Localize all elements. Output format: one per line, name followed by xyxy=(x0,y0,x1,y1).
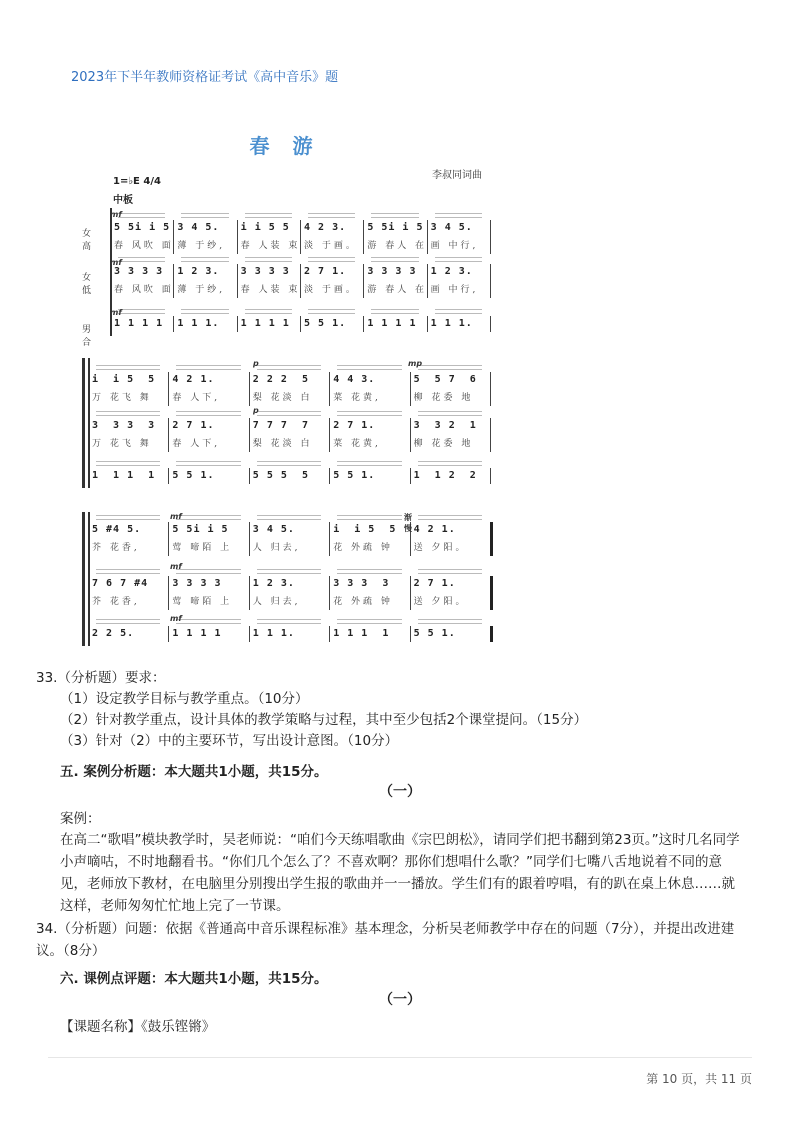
dynamic-4: p xyxy=(253,406,259,415)
hairpin-0-2-1 xyxy=(181,309,228,314)
notes-2-0-1: 5 5i i 5 xyxy=(172,524,229,535)
notes-1-1-0: 3 3 3 3 xyxy=(92,420,156,431)
hairpin-1-2-2 xyxy=(257,461,321,466)
notes-1-1-1: 2 7 1. xyxy=(172,420,215,431)
hairpin-0-2-5 xyxy=(435,309,482,314)
hairpin-0-0-1 xyxy=(181,213,228,218)
barline-0-1-2 xyxy=(237,264,238,298)
notes-0-0-3: 4 2 3. xyxy=(304,222,347,233)
notes-0-0-5: 3 4 5. xyxy=(430,222,473,233)
barline-0-0-5 xyxy=(427,220,428,254)
barline-2-0-1 xyxy=(168,522,169,556)
barline-1-1-3 xyxy=(329,418,330,452)
barline-1-0-4 xyxy=(410,372,411,406)
hairpin-0-1-2 xyxy=(245,257,292,262)
hairpin-0-1-5 xyxy=(435,257,482,262)
hairpin-2-2-3 xyxy=(337,619,401,624)
system-line-1 xyxy=(88,358,90,488)
notes-2-2-0: 2 2 5. xyxy=(92,628,135,639)
lyric-1-0-3: 菜 花黄, xyxy=(333,393,381,403)
hairpin-0-1-4 xyxy=(371,257,418,262)
q33-item-1: （1）设定教学目标与教学重点。（10分） xyxy=(60,691,309,707)
q33-title: 33.（分析题）要求： xyxy=(36,670,166,686)
lyric-1-1-2: 梨 花淡 白 xyxy=(252,439,313,449)
barline-1-0-2 xyxy=(249,372,250,406)
barline-0-0-4 xyxy=(363,220,364,254)
barline-1-0-5 xyxy=(490,372,491,406)
barline-2-1-2 xyxy=(249,576,250,610)
lyric-2-1-0: 芥 花香, xyxy=(92,597,140,607)
notes-0-1-1: 1 2 3. xyxy=(177,266,220,277)
section6-heading: 六. 课例点评题：本大题共1小题，共15分。 xyxy=(60,971,328,987)
hairpin-1-1-2 xyxy=(257,411,321,416)
system-bracket-1 xyxy=(82,358,85,488)
notes-2-2-2: 1 1 1. xyxy=(252,628,295,639)
notes-2-0-4: 4 2 1. xyxy=(413,524,456,535)
notes-0-2-5: 1 1 1. xyxy=(430,318,473,329)
barline-2-2-2 xyxy=(249,626,250,642)
barline-0-2-5 xyxy=(427,316,428,332)
dynamic-8: mf xyxy=(170,614,182,623)
hairpin-1-1-3 xyxy=(337,411,401,416)
section5-heading: 五. 案例分析题：本大题共1小题，共15分。 xyxy=(60,764,328,780)
barline-1-2-2 xyxy=(249,468,250,484)
page-header: 2023年下半年教师资格证考试《高中音乐》题 xyxy=(71,70,339,85)
dynamic-0: mf xyxy=(110,210,122,219)
ritardando-marking: 渐慢 xyxy=(404,513,412,533)
notes-0-0-2: i i 5 5 xyxy=(240,222,290,233)
part-label-0: 女高 xyxy=(82,229,92,252)
hairpin-0-1-3 xyxy=(308,257,355,262)
lyric-0-0-4: 游 春人 在 xyxy=(367,241,428,251)
hairpin-0-0-5 xyxy=(435,213,482,218)
dynamic-7: mf xyxy=(170,562,182,571)
notes-1-0-4: 5 5 7 6 xyxy=(413,374,477,385)
part-label-2: 男合 xyxy=(82,325,92,348)
notes-2-1-2: 1 2 3. xyxy=(252,578,295,589)
barline-0-0-3 xyxy=(300,220,301,254)
barline-2-0-2 xyxy=(249,522,250,556)
hairpin-0-0-0 xyxy=(118,213,165,218)
notes-2-2-3: 1 1 1 1 xyxy=(333,628,390,639)
section5-sub: （一） xyxy=(379,784,421,800)
hairpin-1-2-1 xyxy=(176,461,240,466)
hairpin-0-2-4 xyxy=(371,309,418,314)
course-name: 【课题名称】《鼓乐铿锵》 xyxy=(60,1019,216,1035)
barline-2-0-5 xyxy=(490,522,493,556)
barline-2-2-5 xyxy=(490,626,493,642)
lyric-1-1-1: 春 人下, xyxy=(172,439,221,449)
barline-0-1-1 xyxy=(173,264,174,298)
notes-1-1-2: 7 7 7 7 xyxy=(252,420,309,431)
lyric-1-1-4: 柳 花委 地 xyxy=(413,439,474,449)
lyric-0-1-1: 薄 于纱, xyxy=(177,285,226,295)
lyric-1-0-2: 梨 花淡 白 xyxy=(252,393,313,403)
barline-0-1-3 xyxy=(300,264,301,298)
notes-0-0-1: 3 4 5. xyxy=(177,222,220,233)
lyric-1-0-1: 春 人下, xyxy=(172,393,221,403)
hairpin-0-2-0 xyxy=(118,309,165,314)
lyric-0-0-0: 春 风吹 面 xyxy=(114,241,174,251)
notes-1-0-1: 4 2 1. xyxy=(172,374,215,385)
hairpin-2-0-2 xyxy=(257,515,321,520)
notes-1-0-3: 4 4 3. xyxy=(333,374,376,385)
hairpin-0-0-3 xyxy=(308,213,355,218)
barline-0-0-6 xyxy=(490,220,491,254)
barline-0-1-5 xyxy=(427,264,428,298)
section6-sub: （一） xyxy=(379,992,421,1008)
lyric-0-1-5: 画 中行, xyxy=(430,285,479,295)
dynamic-5: mp xyxy=(408,359,423,368)
hairpin-2-2-4 xyxy=(418,619,482,624)
barline-0-1-4 xyxy=(363,264,364,298)
barline-2-1-4 xyxy=(410,576,411,610)
case-label: 案例： xyxy=(60,811,101,827)
hairpin-2-1-4 xyxy=(418,569,482,574)
notes-0-0-4: 5 5i i 5 xyxy=(367,222,424,233)
notes-1-2-0: 1 1 1 1 xyxy=(92,470,156,481)
barline-1-0-1 xyxy=(168,372,169,406)
hairpin-1-1-1 xyxy=(176,411,240,416)
lyric-0-1-4: 游 春人 在 xyxy=(367,285,428,295)
barline-2-1-3 xyxy=(329,576,330,610)
notes-1-2-4: 1 1 2 2 xyxy=(413,470,477,481)
notes-1-2-2: 5 5 5 5 xyxy=(252,470,309,481)
barline-1-0-3 xyxy=(329,372,330,406)
page-footer: 第 10 页，共 11 页 xyxy=(646,1072,752,1086)
barline-2-2-3 xyxy=(329,626,330,642)
notes-0-0-0: 5 5i i 5 xyxy=(114,222,171,233)
lyric-2-0-1: 莺 啼陌 上 xyxy=(172,543,233,553)
barline-0-2-6 xyxy=(490,316,491,332)
lyric-1-0-4: 柳 花委 地 xyxy=(413,393,474,403)
notes-1-0-2: 2 2 2 5 xyxy=(252,374,309,385)
case-text: 在高二“歌唱”模块教学时，吴老师说：“咱们今天练唱歌曲《宗巴朗松》，请同学们把书翻到第23页。”这时几名同学小声嘀咕，不时地翻看书。“你们几个怎么了？不喜欢啊？那你们想唱什么歌？”同学们七嘴八舌地说着不同的意见，老师放下教材，在电脑里分别搜出学生报的歌曲并一一播放。学生们有的跟着哼唱，有的趴在桌上休息……就这样，老师匆匆忙忙地上完了一节课。 xyxy=(60,832,740,914)
barline-0-2-4 xyxy=(363,316,364,332)
system-line-2 xyxy=(88,512,90,646)
notes-0-1-5: 1 2 3. xyxy=(430,266,473,277)
q33-item-2: （2）针对教学重点，设计具体的教学策略与过程，其中至少包括2个课堂提问。（15分） xyxy=(60,712,588,728)
hairpin-1-0-1 xyxy=(176,365,240,370)
hairpin-1-2-4 xyxy=(418,461,482,466)
tempo-marking: 中板 xyxy=(113,195,133,206)
lyric-2-0-0: 芥 花香, xyxy=(92,543,140,553)
barline-0-2-3 xyxy=(300,316,301,332)
barline-1-2-5 xyxy=(490,468,491,484)
key-signature: 1=♭E 4/4 xyxy=(113,176,161,187)
notes-1-2-1: 5 5 1. xyxy=(172,470,215,481)
lyric-2-0-4: 送 夕阳。 xyxy=(413,543,468,553)
notes-2-1-0: 7 6 7 #4 xyxy=(92,578,149,589)
hairpin-1-0-3 xyxy=(337,365,401,370)
notes-1-1-4: 3 3 2 1 xyxy=(413,420,477,431)
lyric-2-0-3: 花 外疏 钟 xyxy=(333,543,393,553)
q33-item-3: （3）针对（2）中的主要环节，写出设计意图。（10分） xyxy=(60,733,399,749)
hairpin-2-0-1 xyxy=(176,515,240,520)
hairpin-2-2-2 xyxy=(257,619,321,624)
barline-2-1-1 xyxy=(168,576,169,610)
hairpin-2-1-2 xyxy=(257,569,321,574)
barline-2-2-4 xyxy=(410,626,411,642)
lyric-2-1-1: 莺 啼陌 上 xyxy=(172,597,233,607)
barline-1-1-5 xyxy=(490,418,491,452)
notes-0-1-0: 3 3 3 3 xyxy=(114,266,164,277)
barline-1-1-2 xyxy=(249,418,250,452)
lyric-2-0-2: 人 归去, xyxy=(252,543,301,553)
barline-1-1-4 xyxy=(410,418,411,452)
footer-divider xyxy=(48,1057,752,1058)
hairpin-0-0-2 xyxy=(245,213,292,218)
notes-2-1-3: 3 3 3 3 xyxy=(333,578,390,589)
hairpin-0-2-3 xyxy=(308,309,355,314)
song-title: 春 游 xyxy=(249,134,321,158)
hairpin-1-2-0 xyxy=(96,461,160,466)
notes-2-2-4: 5 5 1. xyxy=(413,628,456,639)
lyric-0-0-3: 淡 于画。 xyxy=(304,241,358,251)
hairpin-0-1-0 xyxy=(118,257,165,262)
part-label-1: 女低 xyxy=(82,273,92,296)
hairpin-2-0-0 xyxy=(96,515,160,520)
barline-1-1-1 xyxy=(168,418,169,452)
hairpin-2-0-3 xyxy=(337,515,401,520)
notes-2-1-4: 2 7 1. xyxy=(413,578,456,589)
notes-0-1-4: 3 3 3 3 xyxy=(367,266,417,277)
lyric-2-1-3: 花 外疏 钟 xyxy=(333,597,393,607)
barline-0-2-2 xyxy=(237,316,238,332)
hairpin-0-0-4 xyxy=(371,213,418,218)
notes-0-2-4: 1 1 1 1 xyxy=(367,318,417,329)
barline-1-2-4 xyxy=(410,468,411,484)
notes-0-1-2: 3 3 3 3 xyxy=(240,266,290,277)
lyric-1-1-0: 万 花飞 舞 xyxy=(92,439,152,449)
barline-0-1-6 xyxy=(490,264,491,298)
hairpin-2-1-1 xyxy=(176,569,240,574)
notes-2-0-2: 3 4 5. xyxy=(252,524,295,535)
dynamic-2: mf xyxy=(110,308,122,317)
hairpin-2-1-0 xyxy=(96,569,160,574)
lyric-2-1-2: 人 归去, xyxy=(252,597,301,607)
notes-2-1-1: 3 3 3 3 xyxy=(172,578,222,589)
barline-2-2-1 xyxy=(168,626,169,642)
notes-0-2-0: 1 1 1 1 xyxy=(114,318,164,329)
lyric-0-0-2: 春 人装 束 xyxy=(240,241,301,251)
hairpin-2-2-1 xyxy=(176,619,240,624)
barline-2-0-3 xyxy=(329,522,330,556)
lyric-2-1-4: 送 夕阳。 xyxy=(413,597,468,607)
hairpin-0-1-1 xyxy=(181,257,228,262)
lyric-0-1-2: 春 人装 束 xyxy=(240,285,301,295)
notes-2-0-0: 5 #4 5. xyxy=(92,524,142,535)
lyric-0-0-5: 画 中行, xyxy=(430,241,479,251)
hairpin-1-0-0 xyxy=(96,365,160,370)
lyric-1-1-3: 菜 花黄, xyxy=(333,439,381,449)
dynamic-3: p xyxy=(253,359,259,368)
notes-0-1-3: 2 7 1. xyxy=(304,266,347,277)
notes-1-2-3: 5 5 1. xyxy=(333,470,376,481)
barline-2-1-5 xyxy=(490,576,493,610)
hairpin-2-1-3 xyxy=(337,569,401,574)
notes-0-2-1: 1 1 1. xyxy=(177,318,220,329)
lyric-0-1-3: 淡 于画。 xyxy=(304,285,358,295)
barline-0-0-1 xyxy=(173,220,174,254)
barline-1-2-1 xyxy=(168,468,169,484)
dynamic-6: mf xyxy=(170,512,182,521)
hairpin-2-2-0 xyxy=(96,619,160,624)
hairpin-1-0-2 xyxy=(257,365,321,370)
lyricist: 李叔同词曲 xyxy=(432,170,482,181)
hairpin-1-0-4 xyxy=(418,365,482,370)
dynamic-1: mf xyxy=(110,258,122,267)
hairpin-1-2-3 xyxy=(337,461,401,466)
lyric-0-1-0: 春 风吹 面 xyxy=(114,285,174,295)
lyric-0-0-1: 薄 于纱, xyxy=(177,241,226,251)
barline-0-0-2 xyxy=(237,220,238,254)
barline-1-2-3 xyxy=(329,468,330,484)
q34-text: 34.（分析题）问题：依据《普通高中音乐课程标准》基本理念，分析吴老师教学中存在的问题（7分），并提出改进建议。（8分） xyxy=(36,921,735,959)
notes-0-2-2: 1 1 1 1 xyxy=(240,318,290,329)
notes-2-2-1: 1 1 1 1 xyxy=(172,628,222,639)
lyric-1-0-0: 万 花飞 舞 xyxy=(92,393,152,403)
hairpin-2-0-4 xyxy=(418,515,482,520)
barline-0-2-1 xyxy=(173,316,174,332)
notes-1-1-3: 2 7 1. xyxy=(333,420,376,431)
notes-0-2-3: 5 5 1. xyxy=(304,318,347,329)
hairpin-1-1-4 xyxy=(418,411,482,416)
notes-1-0-0: i i 5 5 xyxy=(92,374,156,385)
system-bracket-2 xyxy=(82,512,85,646)
hairpin-1-1-0 xyxy=(96,411,160,416)
notes-2-0-3: i i 5 5 xyxy=(333,524,397,535)
hairpin-0-2-2 xyxy=(245,309,292,314)
